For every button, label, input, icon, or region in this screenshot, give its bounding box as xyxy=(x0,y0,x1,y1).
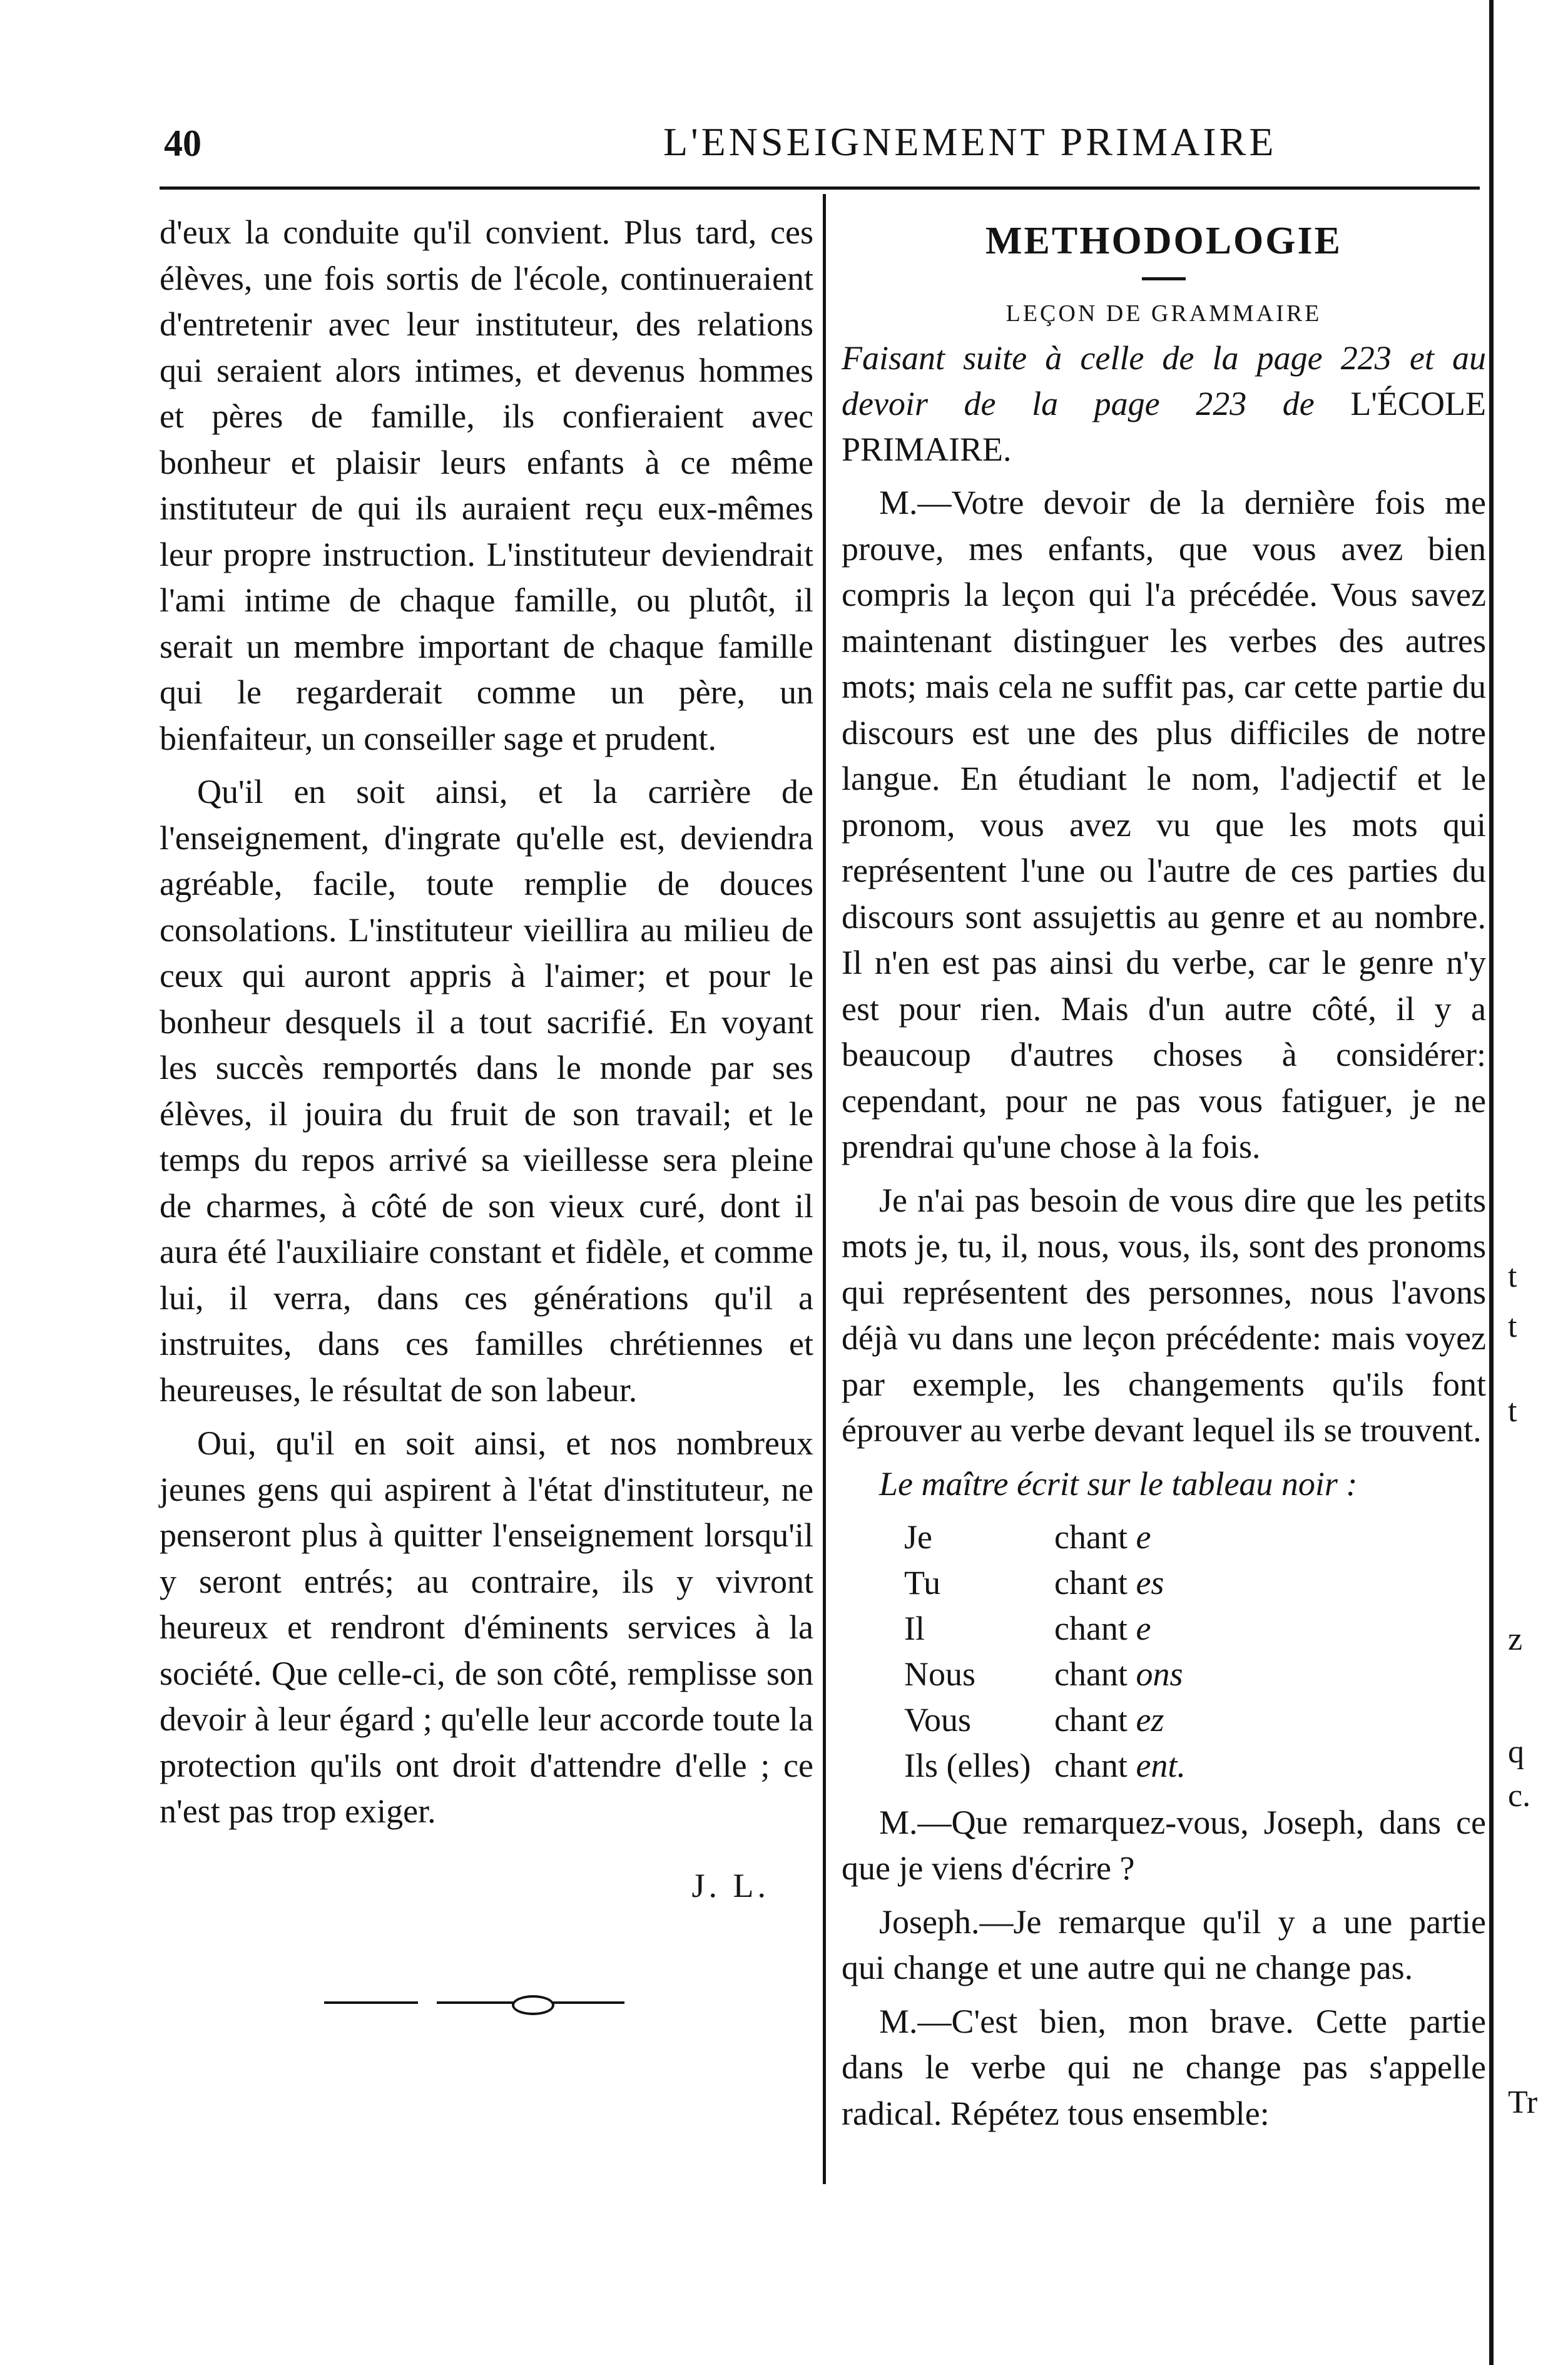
paragraph: M.—Votre devoir de la dernière fois me prouve, mes enfants, que vous avez bien compris la leçon qui l'a précédée. Vous savez maintenant distinguer les verbes des autres mots; mais cela ne suffit pas, car cette partie du discours est une des plus difficiles de notre langue. En étudiant le nom, l'adjectif et le pronom, vous avez vu que les mots qui représentent l'une ou l'autre de ces parties du discours sont assujettis au genre et au nombre. Il n'en est pas ainsi du verbe, car le genre n'y est pour rien. Mais d'un autre côté, il y a beaucoup d'autres choses à considérer: cependant, pour ne pas vous fatiguer, je ne prendrai qu'une chose à la fois. xyxy=(842,484,1486,1165)
conjugation-pronoun: Ils (elles) xyxy=(904,1746,1031,1784)
conjugation-ending: ons xyxy=(1136,1655,1183,1693)
conjugation-pronoun: Vous xyxy=(904,1700,972,1739)
page-number: 40 xyxy=(164,123,201,164)
conjugation-pronoun: Nous xyxy=(904,1655,976,1693)
margin-fragment: q xyxy=(1508,1734,1524,1770)
conjugation-pronoun: Je xyxy=(904,1518,932,1556)
conjugation-ending: e xyxy=(1136,1609,1151,1647)
conjugation-stem: chant xyxy=(1054,1563,1136,1601)
header-rule xyxy=(160,186,1480,190)
conjugation-row xyxy=(904,1743,1292,1789)
conjugation-row xyxy=(904,1652,1292,1697)
margin-fragment: t xyxy=(1508,1309,1517,1344)
left-column xyxy=(160,210,813,2015)
margin-fragment: z xyxy=(1508,1622,1523,1657)
conjugation-ending: es xyxy=(1136,1563,1164,1601)
paragraph: Oui, qu'il en soit ainsi, et nos nombreux jeunes gens qui aspirent à l'état d'instituteur, ne penseront plus à quitter l'enseignement lorsqu'il y seront entrés; au contraire, ils y vivront heureux et rendront d'éminents services à la société. Que celle-ci, de son côté, remplisse son devoir à leur égard ; qu'elle leur accorde toute la protection qu'ils ont droit d'attendre d'elle ; ce n'est pas trop exiger. xyxy=(160,1424,813,1830)
conjugation-row xyxy=(904,1606,1292,1652)
column-divider xyxy=(823,194,826,2184)
reference-source: L'ÉCOLE PRIMAIRE. xyxy=(842,385,1487,468)
margin-fragment: t xyxy=(1508,1393,1517,1429)
divider-ornament xyxy=(512,1995,554,2015)
paragraph: M.—C'est bien, mon brave. Cette partie dans le verbe qui ne change pas s'appelle radical. Répétez tous ensemble: xyxy=(842,2002,1486,2132)
margin-fragment: c. xyxy=(1508,1778,1531,1814)
paragraph: d'eux la conduite qu'il convient. Plus tard, ces élèves, une fois sortis de l'école, continueraient d'entretenir avec leur instituteur, des relations qui seraient alors intimes, et devenus hommes et pères de famille, ils confieraient avec bonheur et plaisir leurs enfants à ce même instituteur de qui ils auraient reçu eux-mêmes leur propre instruction. L'instituteur deviendrait l'ami intime de chaque famille, ou plutôt, il serait un membre important de chaque famille qui le regarderait comme un père, un bienfaiteur, un conseiller sage et prudent. xyxy=(160,213,813,757)
conjugation-row xyxy=(904,1515,1292,1560)
conjugation-pronoun: Tu xyxy=(904,1563,941,1601)
conjugation-stem: chant xyxy=(1054,1518,1136,1556)
paragraph: Je n'ai pas besoin de vous dire que les petits mots je, tu, il, nous, vous, ils, sont des pronoms qui représentent des personnes, nous l'avons déjà vu dans une leçon précédente: mais voyez par exemple, les changements qu'ils font éprouver au verbe devant lequel ils se trouvent. xyxy=(842,1181,1486,1449)
author-signature: J. L. xyxy=(691,1866,770,1904)
paragraph: Qu'il en soit ainsi, et la carrière de l'enseignement, d'ingrate qu'elle est, deviendra agréable, facile, toute remplie de douces consolations. L'instituteur vieillira au milieu de ceux qui auront appris à l'aimer; et pour le bonheur desquels il a tout sacrifié. En voyant les succès remportés dans le monde par ses élèves, il jouira du fruit de son travail; et le temps du repos arrivé sa vieillesse sera pleine de charmes, à côté de son vieux curé, dont il aura été l'auxiliaire constant et fidèle, et comme lui, il verra, dans ces générations qu'il a instruites, dans ces familles chrétiennes et heureuses, le résultat de son labeur. xyxy=(160,773,813,1409)
ornamental-divider xyxy=(324,1990,649,2015)
running-title: L'ENSEIGNEMENT PRIMAIRE xyxy=(663,120,1277,164)
board-caption: Le maître écrit sur le tableau noir : xyxy=(879,1464,1358,1503)
conjugation-pronoun: Il xyxy=(904,1609,925,1647)
divider-line xyxy=(324,2001,418,2004)
conjugation-stem: chant xyxy=(1054,1746,1136,1784)
right-column xyxy=(842,210,1486,2144)
lesson-subtitle: LEÇON DE GRAMMAIRE xyxy=(1005,300,1322,327)
scan-edge-border xyxy=(1489,0,1494,2365)
section-title: METHODOLOGIE xyxy=(985,220,1342,262)
title-dash xyxy=(1142,277,1186,280)
conjugation-stem: chant xyxy=(1054,1655,1136,1693)
page-header xyxy=(150,94,1477,178)
conjugation-table xyxy=(904,1515,1292,1789)
conjugation-row xyxy=(904,1560,1292,1606)
reference-italic: Faisant suite à celle de la page 223 et au devoir de la page 223 de xyxy=(842,339,1486,422)
margin-fragment: Tr xyxy=(1508,2085,1538,2120)
reference-note xyxy=(842,335,1486,472)
conjugation-ending: ent. xyxy=(1136,1746,1186,1784)
conjugation-row xyxy=(904,1697,1292,1743)
margin-fragment: t xyxy=(1508,1259,1517,1294)
paragraph: M.—Que remarquez-vous, Joseph, dans ce que je viens d'écrire ? xyxy=(842,1803,1486,1887)
conjugation-stem: chant xyxy=(1054,1609,1136,1647)
conjugation-stem: chant xyxy=(1054,1700,1136,1739)
paragraph: Joseph.—Je remarque qu'il y a une partie qui change et une autre qui ne change pas. xyxy=(842,1903,1486,1986)
conjugation-ending: ez xyxy=(1136,1700,1164,1739)
conjugation-ending: e xyxy=(1136,1518,1151,1556)
